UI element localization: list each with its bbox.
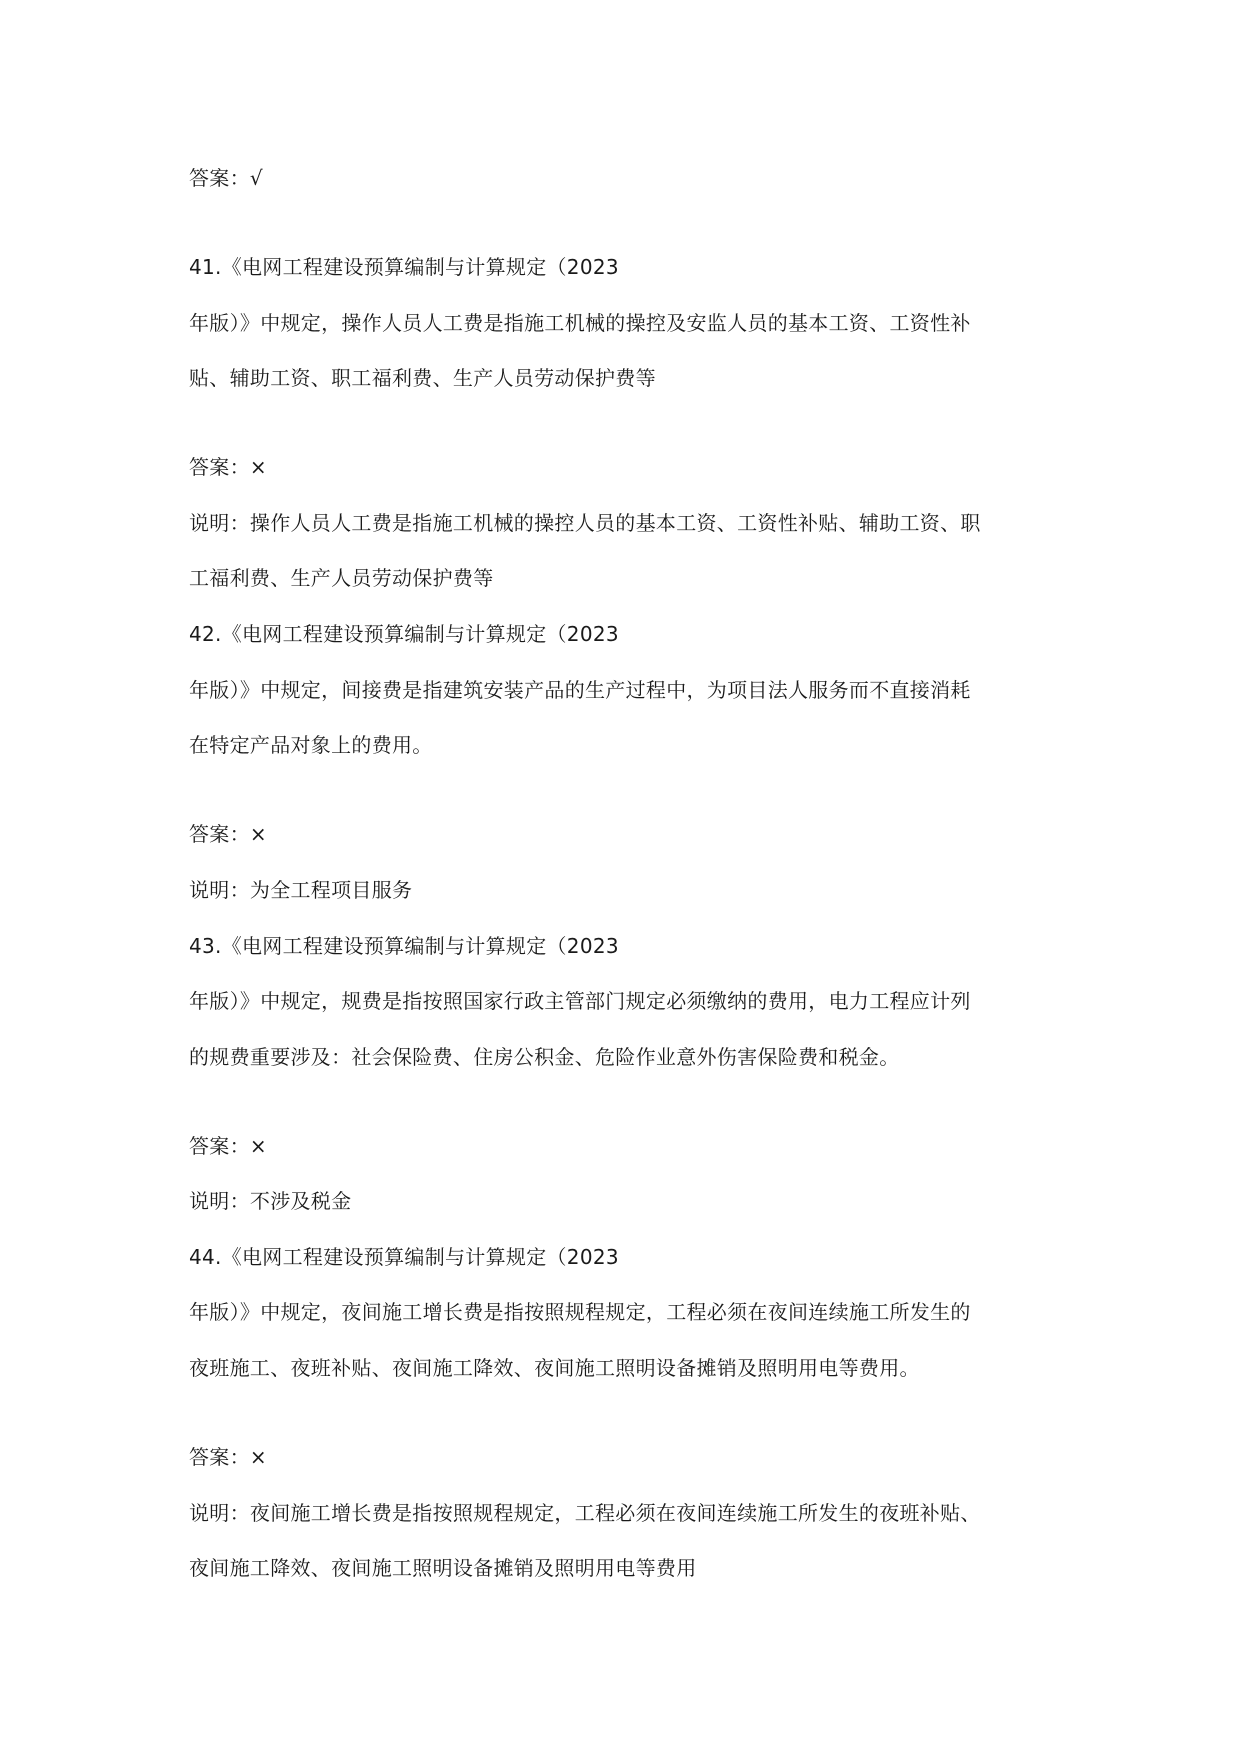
question-43-line-3: 的规费重要涉及：社会保险费、住房公积金、危险作业意外伤害保险费和税金。 — [189, 1045, 900, 1069]
explanation-44-line-2: 夜间施工降效、夜间施工照明设备摊销及照明用电等费用 — [189, 1556, 697, 1580]
question-41-line-1: 41.《电网工程建设预算编制与计算规定（2023 — [189, 255, 619, 279]
question-41-line-2: 年版）》中规定，操作人员人工费是指施工机械的操控及安监人员的基本工资、工资性补 — [189, 311, 971, 335]
answer-line: 答案：√ — [189, 166, 263, 190]
answer-44: 答案：× — [189, 1445, 267, 1469]
question-44-line-1: 44.《电网工程建设预算编制与计算规定（2023 — [189, 1245, 619, 1269]
answer-43: 答案：× — [189, 1134, 267, 1158]
question-43-line-2: 年版）》中规定，规费是指按照国家行政主管部门规定必须缴纳的费用，电力工程应计列 — [189, 989, 971, 1013]
explanation-43: 说明：不涉及税金 — [189, 1189, 352, 1213]
question-42-line-2: 年版）》中规定，间接费是指建筑安装产品的生产过程中，为项目法人服务而不直接消耗 — [189, 678, 971, 702]
question-44-line-2: 年版）》中规定，夜间施工增长费是指按照规程规定，工程必须在夜间连续施工所发生的 — [189, 1300, 971, 1324]
explanation-44-line-1: 说明：夜间施工增长费是指按照规程规定，工程必须在夜间连续施工所发生的夜班补贴、 — [189, 1501, 981, 1525]
question-41-line-3: 贴、辅助工资、职工福利费、生产人员劳动保护费等 — [189, 366, 656, 390]
explanation-42: 说明：为全工程项目服务 — [189, 878, 413, 902]
answer-42: 答案：× — [189, 822, 267, 846]
question-43-line-1: 43.《电网工程建设预算编制与计算规定（2023 — [189, 934, 619, 958]
question-42-line-1: 42.《电网工程建设预算编制与计算规定（2023 — [189, 622, 619, 646]
answer-41: 答案：× — [189, 455, 267, 479]
explanation-41-line-1: 说明：操作人员人工费是指施工机械的操控人员的基本工资、工资性补贴、辅助工资、职 — [189, 511, 981, 535]
explanation-41-line-2: 工福利费、生产人员劳动保护费等 — [189, 566, 494, 590]
question-44-line-3: 夜班施工、夜班补贴、夜间施工降效、夜间施工照明设备摊销及照明用电等费用。 — [189, 1356, 920, 1380]
question-42-line-3: 在特定产品对象上的费用。 — [189, 733, 433, 757]
